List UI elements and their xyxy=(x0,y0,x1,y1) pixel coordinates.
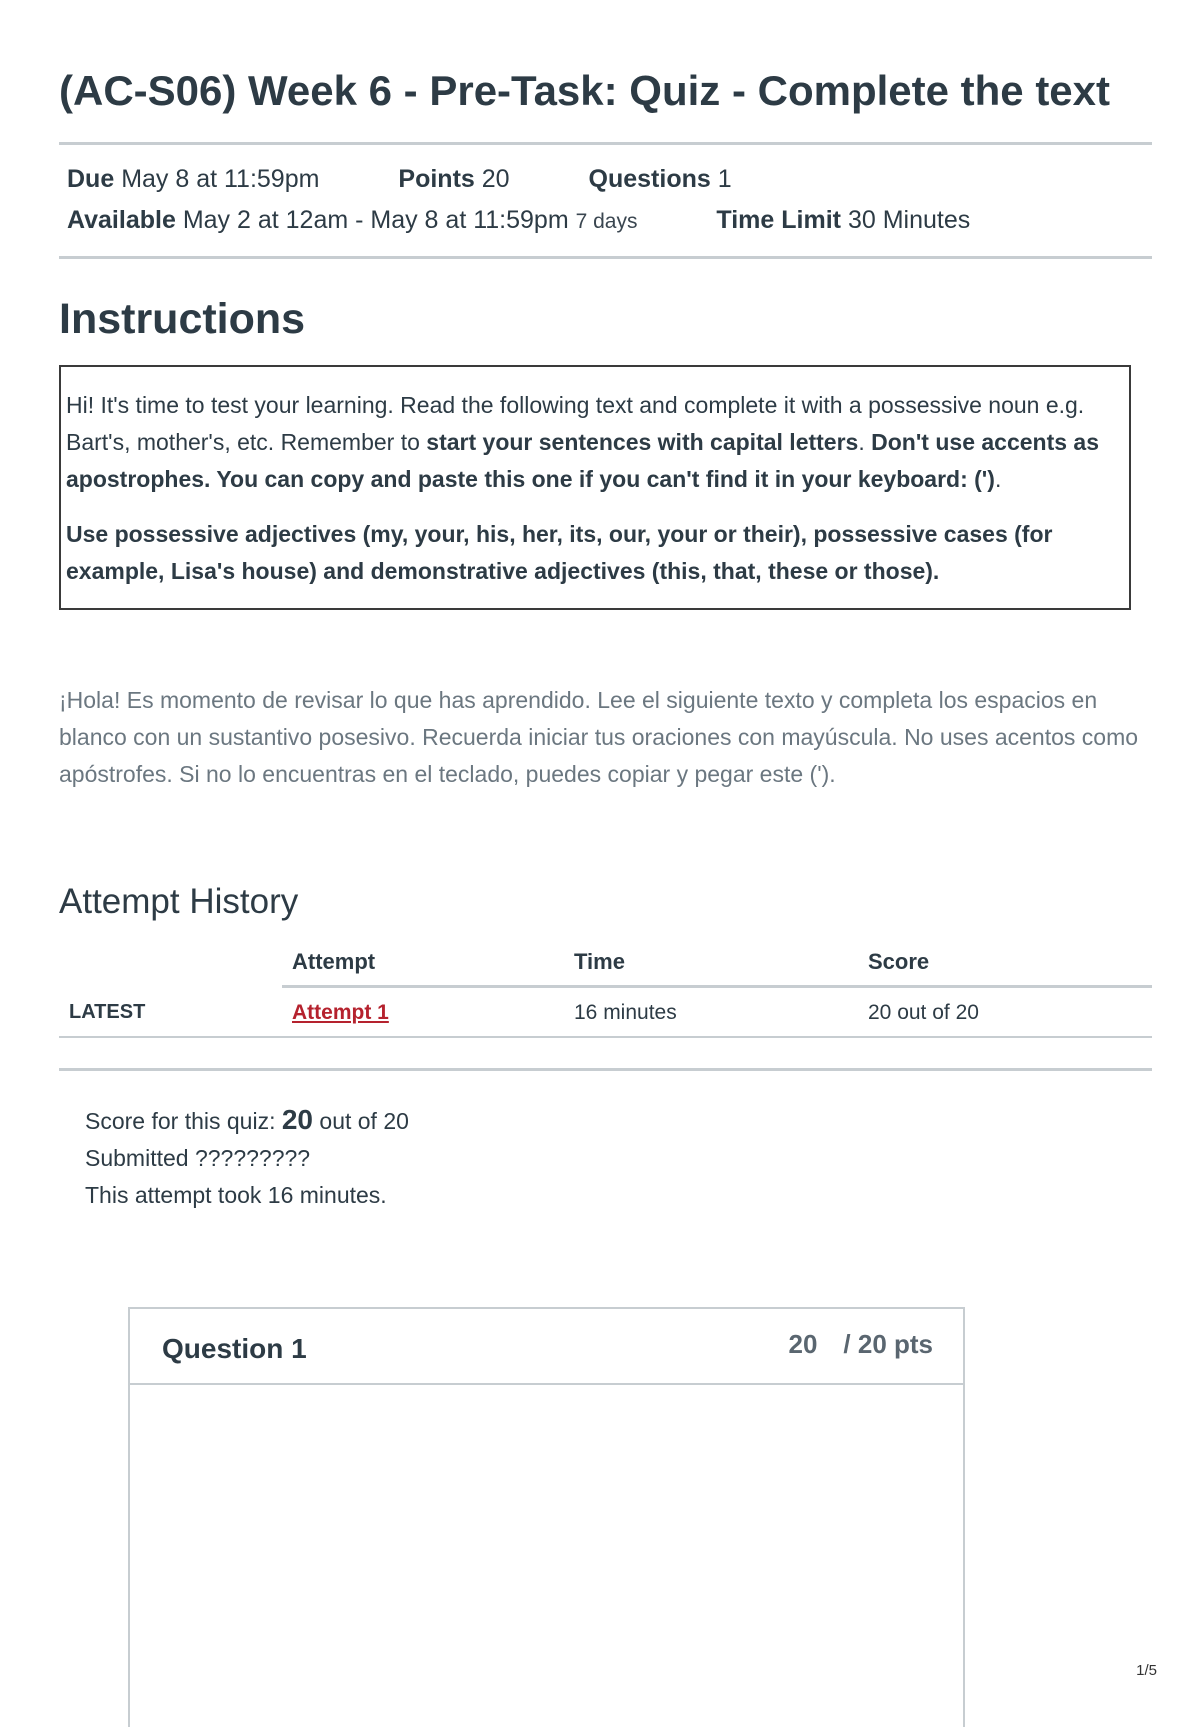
score-value: 20 xyxy=(281,1104,314,1135)
quiz-summary xyxy=(59,1101,1152,1214)
column-header-score: Score xyxy=(858,937,1152,987)
score-cell: 20 out of 20 xyxy=(858,987,1152,1038)
instructions-emphasis: Use possessive adjectives (my, your, his, her, its, our, your or their), possessive cases (for example, Lisa's house) and demonstrative adjectives (this, that, these or those). xyxy=(66,521,1053,584)
questions-value: 1 xyxy=(717,165,732,193)
score-suffix: out of 20 xyxy=(313,1108,409,1134)
meta-row-1 xyxy=(67,159,1144,200)
score-label: Score for this quiz: xyxy=(85,1108,282,1134)
available-value: May 2 at 12am - May 8 at 11:59pm xyxy=(182,206,569,234)
instructions-paragraph-2 xyxy=(66,516,1124,590)
time-cell: 16 minutes xyxy=(564,987,858,1038)
divider xyxy=(59,256,1152,259)
quiz-page xyxy=(59,0,1152,1214)
column-header xyxy=(59,937,282,987)
points-value: 20 xyxy=(481,165,510,193)
due-value: May 8 at 11:59pm xyxy=(121,165,320,193)
instructions-text: . xyxy=(858,429,872,455)
table-row xyxy=(59,987,1152,1038)
meta-row-2 xyxy=(67,200,1144,242)
instructions-text: . xyxy=(994,466,1002,492)
instructions-emphasis: start your sentences with capital letters xyxy=(426,429,859,455)
instructions-paragraph-1 xyxy=(66,387,1124,498)
score-line xyxy=(85,1101,1152,1140)
attempt-1-link[interactable]: Attempt 1 xyxy=(292,1001,389,1024)
instructions-emphasis: Don't use accents as apostrophes. You can copy and paste this one if you can't find it in your keyboard: (') xyxy=(66,429,1100,492)
points-total: / 20 pts xyxy=(843,1329,933,1359)
questions-label: Questions xyxy=(588,165,711,193)
time-limit-value: 30 Minutes xyxy=(847,206,971,234)
time-limit-label: Time Limit xyxy=(716,206,841,234)
available-days: 7 days xyxy=(575,210,638,233)
column-header-time: Time xyxy=(564,937,858,987)
question-points xyxy=(788,1329,933,1360)
latest-label: LATEST xyxy=(59,987,282,1038)
instructions-text: Hi! It's time to test your learning. Read the following text and complete it with a possessive noun e.g. Bart's, mother's, etc. Remember to xyxy=(66,392,1085,455)
column-header-attempt: Attempt xyxy=(282,937,564,987)
question-card xyxy=(128,1307,965,1727)
spanish-instructions: ¡Hola! Es momento de revisar lo que has aprendido. Lee el siguiente texto y completa los espacios en blanco con un sustantivo posesivo. Recuerda iniciar tus oraciones con mayúscula. No uses acentos como apóstrofes. Si no lo encuentras en el teclado, puedes copiar y pegar este ('). xyxy=(59,687,1139,787)
page-number: 1/5 xyxy=(1136,1662,1157,1679)
attempt-cell xyxy=(282,987,564,1038)
submitted-line: Submitted ????????? xyxy=(85,1145,311,1171)
question-header xyxy=(130,1309,963,1385)
instructions-heading: Instructions xyxy=(59,295,306,343)
points-label: Points xyxy=(398,165,475,193)
attempt-history-table xyxy=(59,937,1152,1038)
divider xyxy=(59,1068,1152,1071)
duration-line: This attempt took 16 minutes. xyxy=(85,1182,387,1208)
instructions-box xyxy=(59,365,1131,610)
due-label: Due xyxy=(67,165,115,193)
table-header-row xyxy=(59,937,1152,987)
attempt-history-heading: Attempt History xyxy=(59,882,299,921)
page-title: (AC-S06) Week 6 - Pre-Task: Quiz - Complete the text xyxy=(59,67,1111,114)
question-title: Question 1 xyxy=(162,1333,307,1364)
available-label: Available xyxy=(67,206,176,234)
points-earned: 20 xyxy=(788,1329,818,1359)
quiz-meta xyxy=(59,145,1152,256)
